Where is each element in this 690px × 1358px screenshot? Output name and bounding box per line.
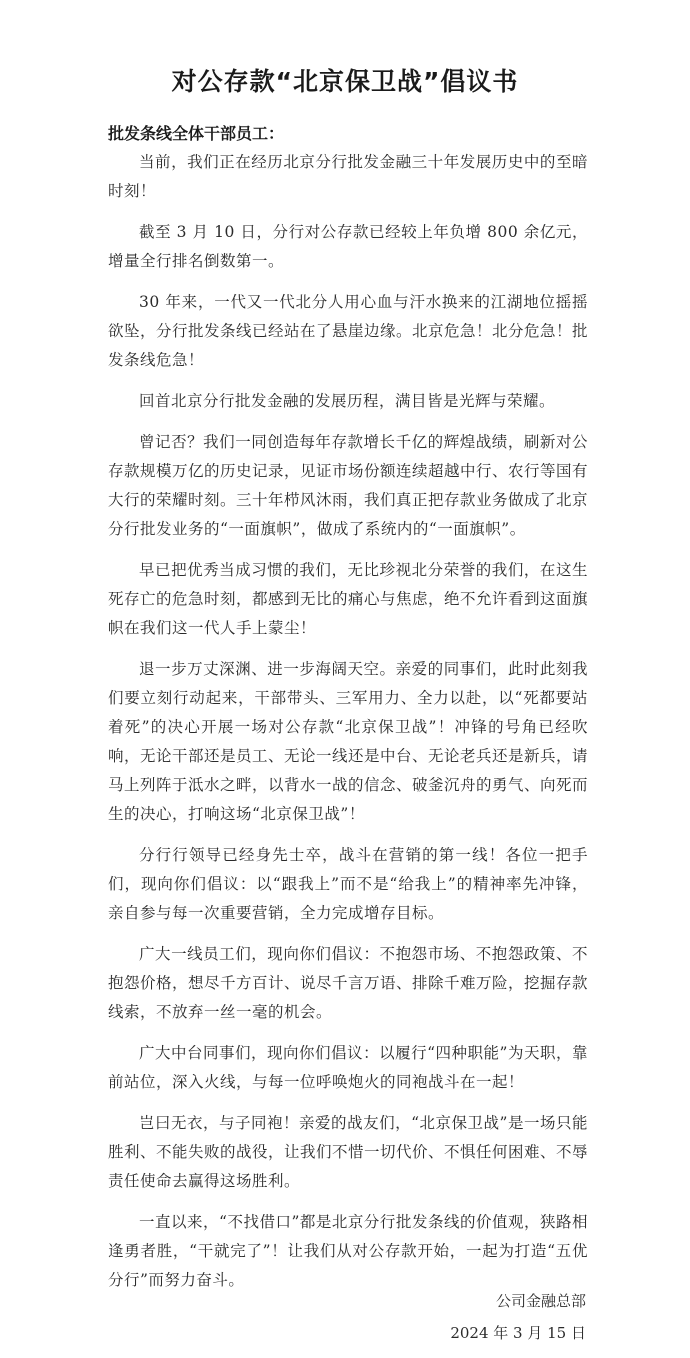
paragraph: 截至 3 月 10 日，分行对公存款已经较上年负增 800 余亿元，增量全行排名倒数第一。 [108, 223, 588, 270]
paragraph: 分行行领导已经身先士卒，战斗在营销的第一线！各位一把手们，现向你们倡议：以“跟我上”而不是“给我上”的精神率先冲锋，亲自参与每一次重要营销，全力完成增存目标。 [108, 846, 588, 922]
salutation: 批发条线全体干部员工： [108, 124, 285, 143]
signature-organization: 公司金融总部 [495, 1292, 586, 1310]
paragraph: 30 年来，一代又一代北分人用心血与汗水换来的江湖地位摇摇欲坠，分行批发条线已经站在了悬崖边缘。北京危急！北分危急！批发条线危急！ [108, 293, 589, 369]
paragraph: 广大中台同事们，现向你们倡议：以履行“四种职能”为天职，靠前站位，深入火线，与每一位呼唤炮火的同袍战斗在一起！ [108, 1044, 588, 1091]
paragraph: 当前，我们正在经历北京分行批发金融三十年发展历史中的至暗时刻！ [108, 153, 588, 200]
paragraph: 退一步万丈深渊、进一步海阔天空。亲爱的同事们，此时此刻我们要立刻行动起来，干部带头、三军用力、全力以赴，以“死都要站着死”的决心开展一场对公存款“北京保卫战”！冲锋的号角已经吹响，无论干部还是员工、无论一线还是中台、无论老兵还是新兵，请马上列阵于泜水之畔，以背水一战的信念、破釜沉舟的勇气、向死而生的决心，打响这场“北京保卫战”！ [108, 660, 589, 823]
paragraph: 一直以来，“不找借口”都是北京分行批发条线的价值观，狭路相逢勇者胜，“干就完了”！让我们从对公存款开始，一起为打造“五优分行”而努力奋斗。 [108, 1213, 588, 1289]
document-body [108, 148, 588, 1307]
paragraph: 广大一线员工们，现向你们倡议：不抱怨市场、不抱怨政策、不抱怨价格，想尽千方百计、说尽千言万语、排除千难万险，挖掘存款线索，不放弃一丝一毫的机会。 [108, 945, 589, 1021]
paragraph: 回首北京分行批发金融的发展历程，满目皆是光辉与荣耀。 [139, 392, 556, 410]
paragraph: 早已把优秀当成习惯的我们，无比珍视北分荣誉的我们，在这生死存亡的危急时刻，都感到无比的痛心与焦虑，绝不允许看到这面旗帜在我们这一代人手上蒙尘！ [108, 561, 589, 637]
document-title: 对公存款“北京保卫战”倡议书 [171, 67, 519, 96]
paragraph: 岂曰无衣，与子同袍！亲爱的战友们，“北京保卫战”是一场只能胜利、不能失败的战役，让我们不惜一切代价、不惧任何困难、不辱责任使命去赢得这场胜利。 [108, 1114, 589, 1190]
paragraph: 曾记否？我们一同创造每年存款增长千亿的辉煌战绩，刷新对公存款规模万亿的历史记录，见证市场份额连续超越中行、农行等国有大行的荣耀时刻。三十年栉风沐雨，我们真正把存款业务做成了北京分行批发业务的“一面旗帜”，做成了系统内的“一面旗帜”。 [108, 433, 589, 538]
signature-date: 2024 年 3 月 15 日 [450, 1324, 586, 1342]
